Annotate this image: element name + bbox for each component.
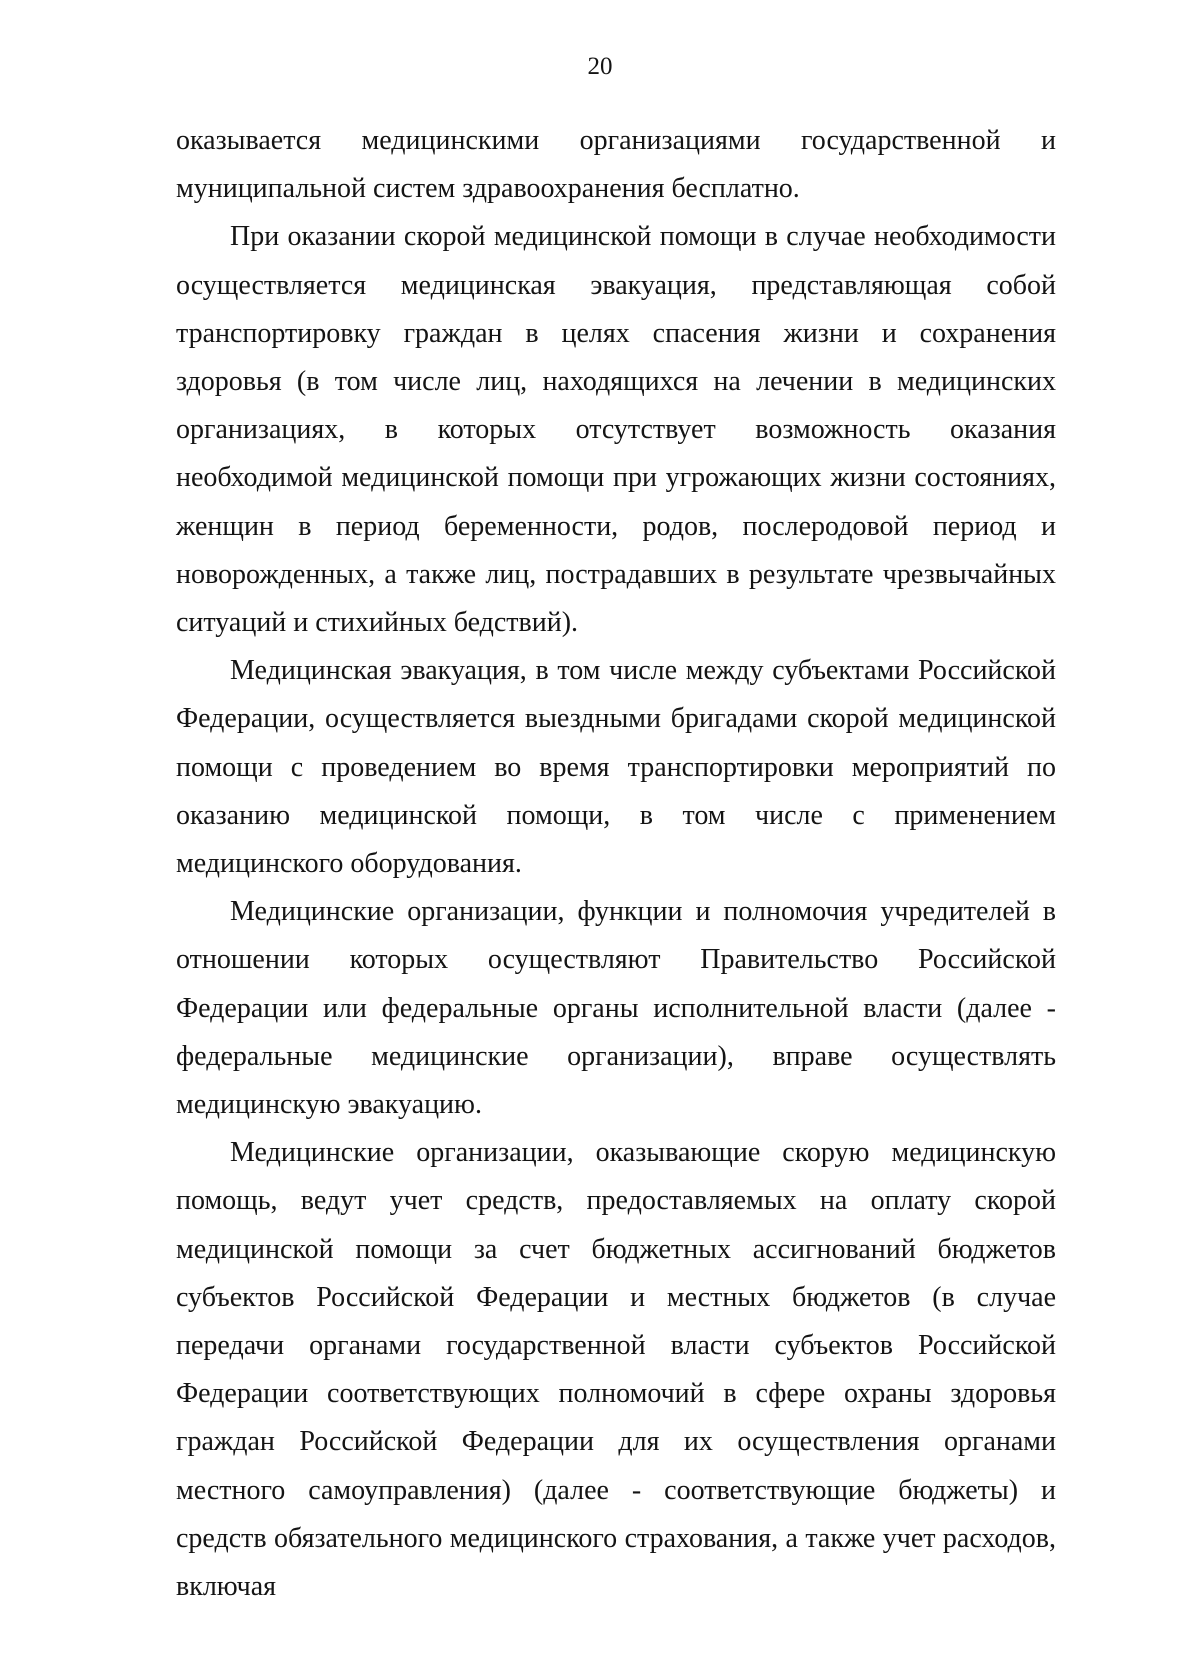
- paragraph-evacuation-brigades: Медицинская эвакуация, в том числе между субъектами Российской Федерации, осуществляется выездными бригадами скорой медицинской помощи с проведением во время транспортировки мероприятий по оказанию медицинской помощи, в том числе с применением медицинского оборудования.: [176, 655, 1056, 880]
- paragraph-federal-organizations: Медицинские организации, функции и полномочия учредителей в отношении которых осуществляют Правительство Российской Федерации или федеральные органы исполнительной власти (далее - федеральные медицинские организации), вправе осуществлять медицинскую эвакуацию.: [176, 896, 1056, 1121]
- page-number: 20: [587, 53, 613, 80]
- paragraph-emergency-evacuation: При оказании скорой медицинской помощи в случае необходимости осуществляется медицинская эвакуация, представляющая собой транспортировку граждан в целях спасения жизни и сохранения здоровья (в том числе лиц, находящихся на лечении в медицинских организациях, в которых отсутствует возможность оказания необходимой медицинской помощи при угрожающих жизни состояниях, женщин в период беременности, родов, послеродовой период и новорожденных, а также лиц, пострадавших в результате чрезвычайных ситуаций и стихийных бедствий).: [176, 221, 1056, 639]
- paragraph-continuation: оказывается медицинскими организациями государственной и муниципальной систем здравоохранения бесплатно.: [176, 125, 1056, 205]
- document-body: [176, 117, 1056, 1611]
- paragraph-funds-accounting: Медицинские организации, оказывающие скорую медицинскую помощь, ведут учет средств, предоставляемых на оплату скорой медицинской помощи за счет бюджетных ассигнований бюджетов субъектов Российской Федерации и местных бюджетов (в случае передачи органами государственной власти субъектов Российской Федерации соответствующих полномочий в сфере охраны здоровья граждан Российской Федерации для их осуществления органами местного самоуправления) (далее - соответствующие бюджеты) и средств обязательного медицинского страхования, а также учет расходов, включая: [176, 1137, 1056, 1603]
